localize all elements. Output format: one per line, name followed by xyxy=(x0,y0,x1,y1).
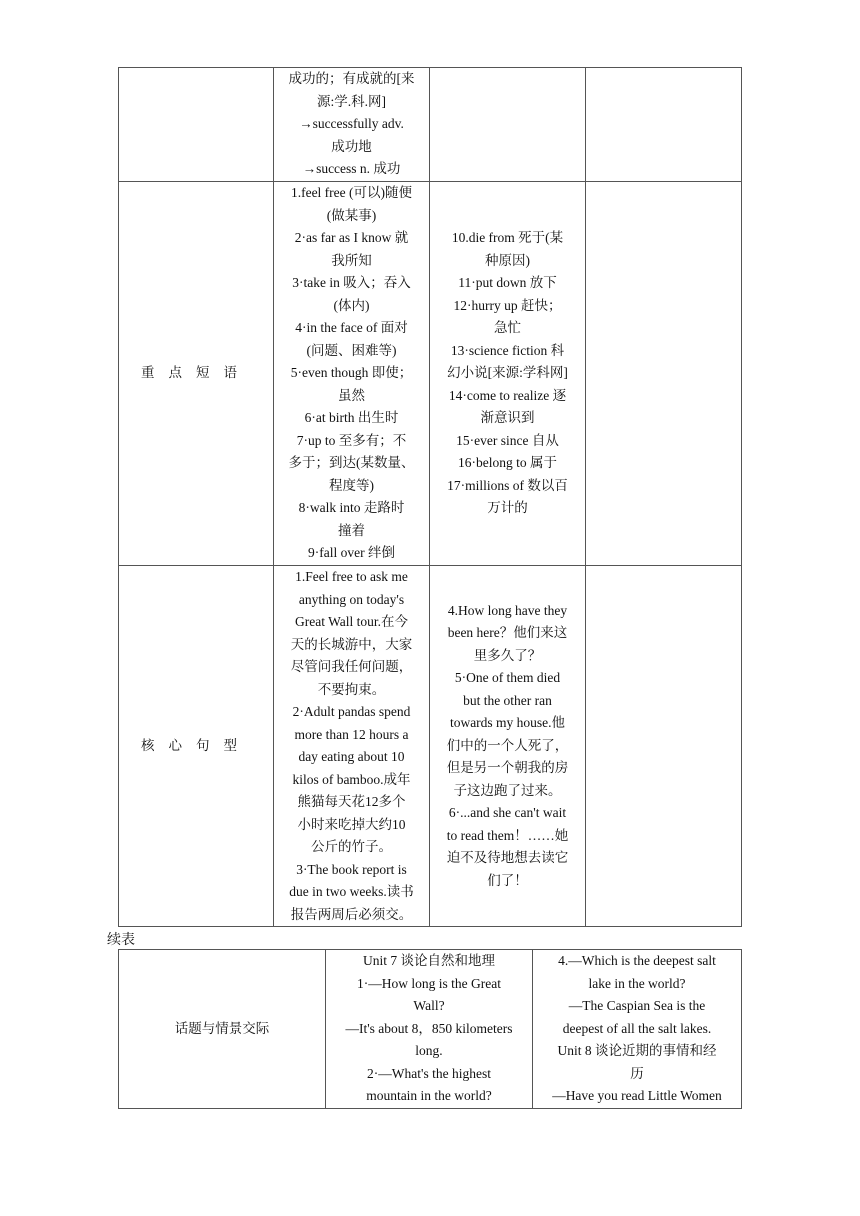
text-line: 熊猫每天花12多个 xyxy=(297,794,406,809)
text-line: 15·ever since 自从 xyxy=(456,432,559,448)
text-line: 12·hurry up 赶快； xyxy=(453,297,562,313)
text-line: 源:学.科.网] xyxy=(317,93,386,109)
text-line: 9·fall over 绊倒 xyxy=(308,545,395,561)
text-line: 急忙 xyxy=(494,320,521,336)
text-line: 2·—What's the highest xyxy=(367,1065,491,1081)
text-line: 5·One of them died xyxy=(454,670,561,686)
topic-cell-1 xyxy=(326,950,533,1109)
text-line: 不要拘束。 xyxy=(317,681,386,697)
table-row xyxy=(119,950,742,1109)
sentences-cell-1 xyxy=(274,566,430,927)
text-line: 撞着 xyxy=(338,522,365,538)
main-table xyxy=(118,67,742,927)
text-line: 4.—Which is the deepest salt xyxy=(558,953,716,968)
topic-cell-2 xyxy=(533,950,742,1109)
text-line: 3·The book report is xyxy=(296,861,407,877)
text-line: 幻小说[来源:学科网] xyxy=(447,365,568,381)
sentences-cell-2 xyxy=(430,566,586,927)
text-line: →successfully adv. xyxy=(299,116,404,132)
text-line: —It's about 8，850 kilometers xyxy=(345,1020,513,1036)
text-line: 们了！ xyxy=(487,872,528,888)
text-line: 2·as far as I know 就 xyxy=(294,230,409,246)
row1-vocabulary-cell xyxy=(274,68,430,182)
text-line: 里多久了？ xyxy=(473,647,542,663)
phrases-cell-1 xyxy=(274,182,430,566)
text-line: 1·—How long is the Great xyxy=(357,975,501,991)
text-line: 6·...and she can't wait xyxy=(448,805,567,821)
text-line: deepest of all the salt lakes. xyxy=(562,1020,712,1036)
text-line: 们中的一个人死了， xyxy=(446,737,569,753)
row3-col4-cell xyxy=(586,566,742,927)
text-line: 小时来吃掉大约10 xyxy=(297,816,406,832)
text-line: 7·up to 至多有；不 xyxy=(296,432,407,448)
text-line: (问题、困难等) xyxy=(306,342,397,358)
text-line: 13·science fiction 科 xyxy=(450,342,565,358)
text-line: 14·come to realize 逐 xyxy=(448,387,567,403)
text-line: 8·walk into 走路时 xyxy=(298,500,405,516)
table-row-1 xyxy=(119,68,742,182)
key-sentences-label: 核心句型 xyxy=(119,566,274,927)
text-line: Unit 8 谈论近期的事情和经 xyxy=(557,1043,717,1058)
text-line: to read them！……她 xyxy=(446,827,569,843)
text-line: lake in the world? xyxy=(588,975,686,991)
text-line: Wall? xyxy=(413,998,445,1013)
text-line: 4·in the face of 面对 xyxy=(295,320,408,336)
topic-communication-label: 话题与情景交际 xyxy=(119,950,326,1109)
continued-table xyxy=(118,949,742,1109)
text-line: long. xyxy=(415,1043,443,1058)
text-line: 程度等) xyxy=(329,477,374,493)
text-line: day eating about 10 xyxy=(298,749,405,764)
text-line: 6·at birth 出生时 xyxy=(304,410,399,426)
text-line: 虽然 xyxy=(338,387,365,403)
text-line: Great Wall tour.在今 xyxy=(294,614,409,629)
text-line: —The Caspian Sea is the xyxy=(568,998,706,1013)
text-line: but the other ran xyxy=(463,692,552,708)
text-line: 天的长城游中，大家 xyxy=(290,636,413,652)
table-row-2 xyxy=(119,182,742,566)
text-line: 成功地 xyxy=(331,138,372,154)
text-line: 子这边跑了过来。 xyxy=(453,782,562,798)
row2-col4-cell xyxy=(586,182,742,566)
text-line: 16·belong to 属于 xyxy=(458,455,557,471)
phrases-cell-2 xyxy=(430,182,586,566)
text-line: 1.feel free (可以)随便 xyxy=(290,185,413,201)
text-line: 我所知 xyxy=(331,252,372,268)
continued-table-label: 续表 xyxy=(107,932,135,948)
text-line: 11·put down 放下 xyxy=(458,275,557,291)
text-line: 公斤的竹子。 xyxy=(311,839,392,854)
text-line: kilos of bamboo.成年 xyxy=(292,771,411,787)
text-line: anything on today's xyxy=(298,591,405,607)
text-line: 成功的；有成就的[来 xyxy=(288,71,415,87)
text-line: more than 12 hours a xyxy=(294,726,409,742)
row1-col4-cell xyxy=(586,68,742,182)
text-line: 种原因) xyxy=(485,252,530,268)
text-line: 但是另一个朝我的房 xyxy=(446,760,569,776)
text-line: 17·millions of 数以百 xyxy=(447,477,568,493)
text-line: 报告两周后必须交。 xyxy=(290,906,413,922)
text-line: (做某事) xyxy=(326,207,377,223)
text-line: Unit 7 谈论自然和地理 xyxy=(362,953,495,968)
text-line: 迫不及待地想去读它 xyxy=(446,850,569,866)
row1-label-cell xyxy=(119,68,274,182)
text-line: 1.Feel free to ask me xyxy=(295,569,408,584)
text-line: 尽管问我任何问题， xyxy=(290,659,413,674)
text-line: 多于；到达(某数量、 xyxy=(288,455,415,471)
text-line: 2·Adult pandas spend xyxy=(292,704,411,719)
text-line: due in two weeks.读书 xyxy=(289,884,414,899)
text-line: (体内) xyxy=(333,297,370,313)
key-phrases-label: 重点短语 xyxy=(119,182,274,566)
text-line: 10.die from 死于(某 xyxy=(451,230,564,246)
text-line: 历 xyxy=(630,1065,644,1081)
table-row-3 xyxy=(119,566,742,927)
text-line: →success n. 成功 xyxy=(302,161,401,177)
text-line: been here？他们来这 xyxy=(447,625,568,641)
text-line: —Have you read Little Women xyxy=(552,1088,722,1103)
text-line: towards my house.他 xyxy=(449,715,566,731)
text-line: 5·even though 即使； xyxy=(290,365,413,381)
text-line: 万计的 xyxy=(487,500,528,516)
text-line: mountain in the world? xyxy=(366,1088,492,1103)
text-line: 3·take in 吸入；吞入 xyxy=(292,275,411,291)
text-line: 4.How long have they xyxy=(447,602,568,618)
text-line: 渐意识到 xyxy=(480,410,535,426)
row1-col3-cell xyxy=(430,68,586,182)
